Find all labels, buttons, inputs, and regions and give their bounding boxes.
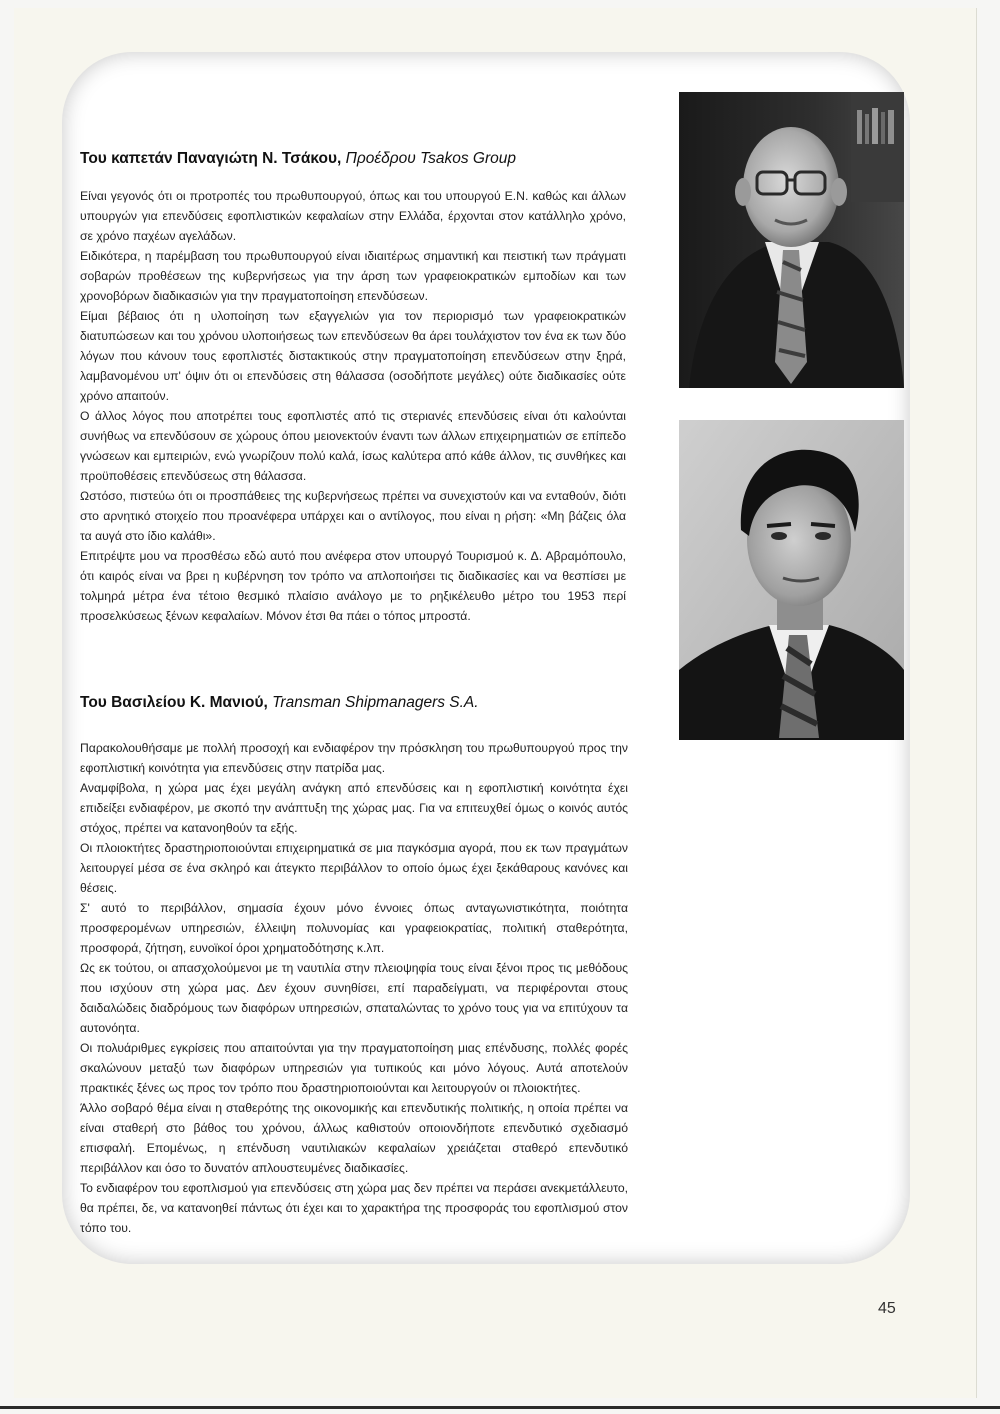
section1-paragraph: Ειδικότερα, η παρέμβαση του πρωθυπουργού είναι ιδιαιτέρως σημαντική και πειστική των πράγματι σοβαρών προθέσεων της κυβερνήσεως για την άρση των γραφειοκρατικών εμποδίων και των χρονοβόρων διαδικασιών για την πραγματοποίηση επενδύσεων. <box>80 249 626 303</box>
section1-name: Του καπετάν Παναγιώτη Ν. Τσάκου, <box>80 150 342 167</box>
section2-paragraph: Το ενδιαφέρον του εφοπλισμού για επενδύσεις στη χώρα μας δεν πρέπει να περάσει ανεκμετάλλευτο, θα πρέπει, δε, να κατανοηθεί πάντως ότι έχει και το χαρακτήρα της προσφοράς του εφοπλισμού στον τόπο του. <box>80 1181 628 1235</box>
section1-paragraph: Είναι γεγονός ότι οι προτροπές του πρωθυπουργού, όπως και του υπουργού Ε.Ν. καθώς και άλλων υπουργών για επενδύσεις εφοπλιστικών κεφαλαίων στην Ελλάδα, έρχονται στον κατάλληλο χρόνο, σε χρόνο παχέων αγελάδων. <box>80 189 626 243</box>
section2-affiliation: Transman Shipmanagers S.A. <box>272 694 479 711</box>
section2-paragraph: Ως εκ τούτου, οι απασχολούμενοι με τη ναυτιλία στην πλειοψηφία τους είναι ξένοι προς τις μεθόδους που ισχύουν στη χώρα μας. Δεν έχουν συνηθίσει, επί παραδείγματι, να περιφέρονται στους δαιδαλώδεις διαδρόμους των διαφόρων υπηρεσιών, σπαταλώντας το χρόνο τους για να επιτύχουν τα αυτονόητα. <box>80 961 628 1035</box>
section2-heading <box>80 694 479 712</box>
section1-paragraph: Ο άλλος λόγος που αποτρέπει τους εφοπλιστές από τις στεριανές επενδύσεις είναι ότι καλούνται συνήθως να επενδύσουν σε χώρους όπου μειονεκτούν έναντι των άλλων επιχειρηματιών σε επίπεδο γνώσεων και εμπειριών, ενώ γνωρίζουν πολύ καλά, ίσως καλύτερα από κάθε άλλον, τις συνθήκες και προϋποθέσεις επενδύσεως στη θάλασσα. <box>80 409 626 483</box>
section1-paragraph: Ωστόσο, πιστεύω ότι οι προσπάθειες της κυβερνήσεως πρέπει να συνεχιστούν και να ενταθούν, διότι στο αρνητικό στοιχείο που προανέφερα υπάρχει και ο αντίλογος, που είναι η ρήση: «Μη βάζεις όλα τα αυγά στο ίδιο καλάθι». <box>80 489 626 543</box>
section2-body <box>80 738 628 1238</box>
section1-paragraph: Είμαι βέβαιος ότι η υλοποίηση των εξαγγελιών για τον περιορισμό των γραφειοκρατικών διατυπώσεων και του χρόνου υλοποιήσεως των επενδύσεων θα άρει τουλάχιστον τον ένα εκ των δύο λόγων που κάνουν τους εφοπλιστές διστακτικούς στην πραγματοποίηση επενδύσεων στην ξηρά, λαμβανομένου υπ' όψιν ότι οι επενδύσεις στη θάλασσα (οσοδήποτε μεγάλες) ούτε διαδικασίες ούτε χρόνο απαιτούν. <box>80 309 626 403</box>
section2-paragraph: Οι πολυάριθμες εγκρίσεις που απαιτούνται για την πραγματοποίηση μιας επένδυσης, πολλές φορές σκαλώνουν μεταξύ των διαφόρων υπηρεσιών για τυπικούς και μόνο λόγους. Αυτά αποτελούν πρακτικές ξένες ως προς τον τρόπο που δραστηριοποιούνται και λειτουργούν οι πλοιοκτήτες. <box>80 1041 628 1095</box>
section1-paragraph: Επιτρέψτε μου να προσθέσω εδώ αυτό που ανέφερα στον υπουργό Τουρισμού κ. Δ. Αβραμόπουλο, ότι καιρός είναι να βρει η κυβέρνηση τον τρόπο να απλοποιήσει τις διαδικασίες και να θεσπίσει με τολμηρά μέτρα ένα τέτοιο θεσμικό πλαίσιο ανάλογο με το ρηξικέλευθο μέτρο του 1953 περί προσελκύσεως ξένων κεφαλαίων. Μόνον έτσι θα πάει ο τόπος μπροστά. <box>80 549 626 623</box>
section1-body <box>80 186 626 626</box>
portrait-photo-manios <box>679 420 904 740</box>
section2-paragraph: Άλλο σοβαρό θέμα είναι η σταθερότης της οικονομικής και επενδυτικής πολιτικής, η οποία πρέπει να είναι σταθερή στο βάθος του χρόνου, άλλως καθιστούν οποιονδήποτε επενδυτικό σχεδιασμό επισφαλή. Επομένως, η επένδυση ναυτιλιακών κεφαλαίων χρειάζεται σταθερό επενδυτικό περιβάλλον και όσο το δυνατόν απλουστευμένες διαδικασίες. <box>80 1101 628 1175</box>
section1-heading <box>80 150 516 168</box>
page-number: 45 <box>878 1300 896 1317</box>
bottom-rule <box>0 1406 1000 1409</box>
portrait-tsakos-graphic <box>679 92 904 388</box>
section2-paragraph: Οι πλοιοκτήτες δραστηριοποιούνται επιχειρηματικά σε μια παγκόσμια αγορά, που εκ των πραγμάτων λειτουργεί μέσα σε ένα σκληρό και άτεγκτο περιβάλλον το οποίο όμως έχει ξεκάθαρους κανόνες και θέσεις. <box>80 841 628 895</box>
section1-affiliation: Προέδρου Tsakos Group <box>345 150 516 167</box>
section2-name: Του Βασιλείου Κ. Μανιού, <box>80 694 268 711</box>
section2-paragraph: Σ' αυτό το περιβάλλον, σημασία έχουν μόνο έννοιες όπως ανταγωνιστικότητα, ποιότητα προσφερομένων υπηρεσιών, έλλειψη πολυνομίας και γραφειοκρατίας, πολιτική σταθερότητα, προσφορά, ζήτηση, ευνοϊκοί όροι χρηματοδότησης κ.λπ. <box>80 901 628 955</box>
portrait-manios-graphic <box>679 420 904 740</box>
portrait-photo-tsakos <box>679 92 904 388</box>
section2-paragraph: Παρακολουθήσαμε με πολλή προσοχή και ενδιαφέρον την πρόσκληση του πρωθυπουργού προς την εφοπλιστική κοινότητα για επενδύσεις στην πατρίδα μας. <box>80 741 628 775</box>
section2-paragraph: Αναμφίβολα, η χώρα μας έχει μεγάλη ανάγκη από επενδύσεις και η εφοπλιστική κοινότητα έχει επιδείξει ενδιαφέρον, με σκοπό την ανάπτυξη της χώρας μας. Για να επιτευχθεί όμως ο κοινός αυτός στόχος, πρέπει να κατανοηθούν τα εξής. <box>80 781 628 835</box>
